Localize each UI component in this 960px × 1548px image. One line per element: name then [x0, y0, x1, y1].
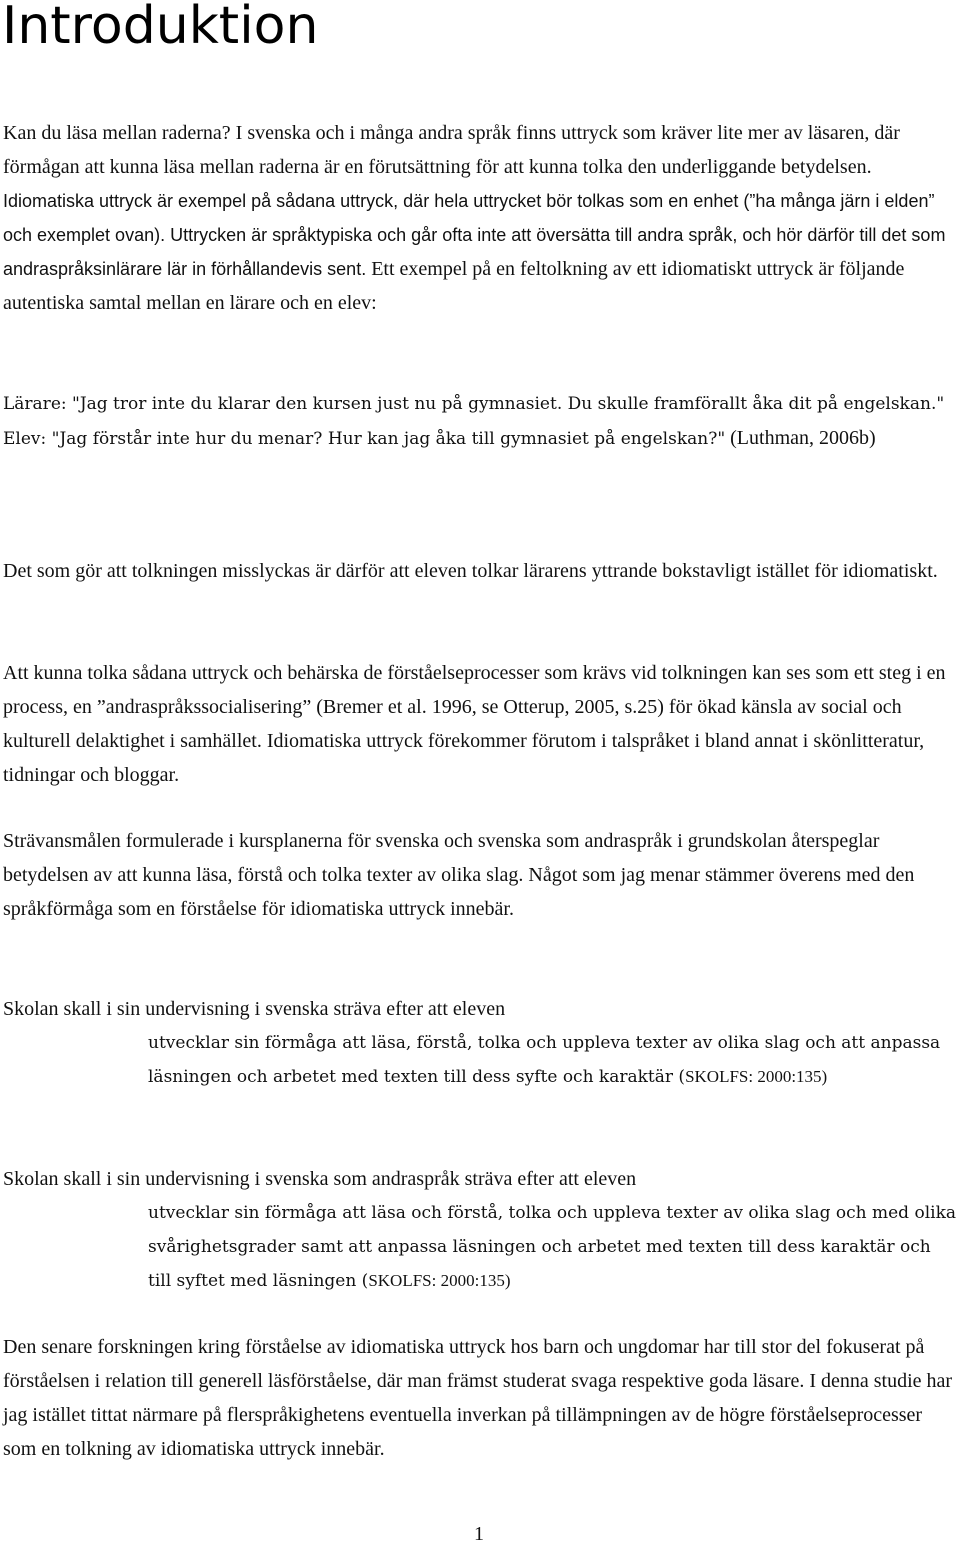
quote-sla-citation: SKOLFS: 2000:135)	[368, 1271, 511, 1290]
intro-text-c: Ett exempel på en feltolkning av ett idiomatiskt uttryck är följande autentiska samtal mellan en lärare och en elev:	[3, 258, 905, 314]
quote-swedish-citation: SKOLFS: 2000:135)	[685, 1067, 828, 1086]
quote-sla	[148, 1196, 958, 1298]
paragraph-intro	[3, 116, 955, 320]
quote-sla-text: utvecklar sin förmåga att läsa och förstå, tolka och uppleva texter av olika slag och med olika svårighetsgrader samt att anpassa läsningen och arbetet med texten till dess karaktär och till syftet med läsningen (	[148, 1203, 957, 1291]
paragraph-swedish-goal: Skolan skall i sin undervisning i svenska sträva efter att eleven	[3, 998, 506, 1020]
paragraph-misinterpretation: Det som gör att tolkningen misslyckas är därför att eleven tolkar lärarens yttrande bokstavligt istället för idiomatiskt.	[3, 560, 938, 582]
dialog-block	[3, 386, 955, 456]
paragraph-sla-goal: Skolan skall i sin undervisning i svenska som andraspråk sträva efter att eleven	[3, 1168, 637, 1190]
paragraph-research: Den senare forskningen kring förståelse av idiomatiska uttryck hos barn och ungdomar har till stor del fokuserat på förståelsen i relation till generell läsförståelse, där man främst studerat svaga respektive goda läsare. I denna studie har jag istället tittat närmare på flerspråkighetens eventuella inverkan på tillämpningen av de högre förståelseprocesser som en tolkning av idiomatiska uttryck innebär.	[3, 1336, 953, 1460]
page-title: Introduktion	[2, 0, 319, 56]
quote-swedish-text: utvecklar sin förmåga att läsa, förstå, tolka och uppleva texter av olika slag och att anpassa läsningen och arbetet med texten till dess syfte och karaktär (	[148, 1033, 941, 1087]
page-number: 1	[474, 1523, 484, 1545]
paragraph-socialization: Att kunna tolka sådana uttryck och behärska de förståelseprocesser som krävs vid tolkningen kan ses som ett steg i en process, en ”andraspråkssocialisering” (Bremer et al. 1996, se Otterup, 2005, s.25) för ökad känsla av social och kulturell delaktighet i samhället. Idiomatiska uttryck förekommer förutom i talspråket i bland annat i skönlitteratur, tidningar och bloggar.	[3, 662, 946, 786]
dialog-citation: (Luthman, 2006b)	[725, 427, 876, 449]
intro-text-b: Idiomatiska uttryck är exempel på sådana uttryck, där hela uttrycket bör tolkas som en enhet (”ha många järn i elden” och exemplet ovan). Uttrycken är språktypiska och går ofta inte att översätta till andra språk, och hör därför till det som andraspråksinlärare lär in förhållandevis sent.	[3, 191, 946, 279]
paragraph-curriculum: Strävansmålen formulerade i kursplanerna för svenska och svenska som andraspråk i grundskolan återspeglar betydelsen av att kunna läsa, förstå och tolka texter av olika slag. Något som jag menar stämmer överens med den språkförmåga som en förståelse för idiomatiska uttryck innebär.	[3, 830, 915, 920]
intro-text-a: Kan du läsa mellan raderna? I svenska och i många andra språk finns uttryck som kräver lite mer av läsaren, där förmågan att kunna läsa mellan raderna är en förutsättning för att kunna tolka den underliggande betydelsen.	[3, 122, 900, 178]
dialog-student: Elev: "Jag förstår inte hur du menar? Hur kan jag åka till gymnasiet på engelskan?"	[3, 429, 726, 449]
quote-swedish	[148, 1026, 958, 1094]
dialog-teacher: Lärare: "Jag tror inte du klarar den kursen just nu på gymnasiet. Du skulle framförallt åka dit på engelskan."	[3, 394, 945, 414]
